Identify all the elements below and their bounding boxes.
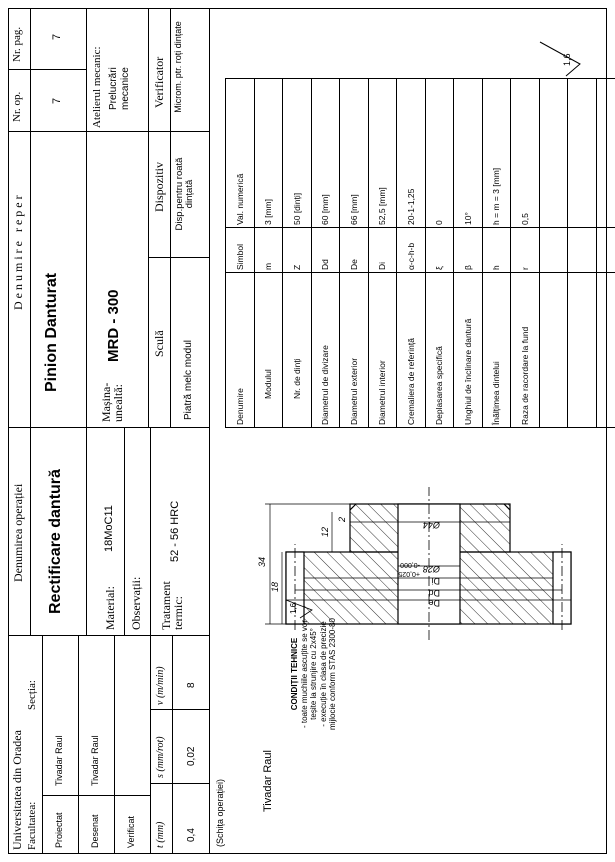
col-v: v (m/min) xyxy=(155,666,166,705)
dim-length: 34 xyxy=(257,556,267,567)
university: Universitatea din Oradea xyxy=(10,730,24,850)
val-v: 8 xyxy=(186,682,197,688)
cell-value: 20-1-1,25 xyxy=(397,79,426,228)
table-row xyxy=(568,79,597,428)
table-row xyxy=(425,79,454,428)
dim-bore: Ø28 xyxy=(422,564,440,574)
cell-name: Diametrul exterior xyxy=(340,273,369,428)
cell-symbol: h xyxy=(482,228,511,273)
cell-name: Cremaliera de referință xyxy=(397,273,426,428)
table-header-row xyxy=(226,79,255,428)
sketch-author: Tivadar Raul xyxy=(262,750,274,812)
part-name-label: D e n u m i r e r e p e r xyxy=(11,195,25,310)
cell-value: 0 xyxy=(425,79,454,228)
table-row xyxy=(596,79,615,428)
cell-value: h = m = 3 [mm] xyxy=(482,79,511,228)
cell-name: Deplasarea specifică xyxy=(425,273,454,428)
cell-value: 0,5 xyxy=(511,79,540,228)
condition-line: teșite la strunjire cu 2x45° xyxy=(309,628,319,720)
cell-name xyxy=(596,273,615,428)
sketch-roughness: 1,6 xyxy=(289,602,298,614)
cell-symbol: α-c-h-b xyxy=(397,228,426,273)
table-row xyxy=(254,79,283,428)
cell-name: Unghiul de înclinare dantură xyxy=(454,273,483,428)
cell-value xyxy=(539,79,568,228)
cell-symbol: ξ xyxy=(425,228,454,273)
cell-symbol: Z xyxy=(283,228,312,273)
dim-bore-tol-upper: +0,025 xyxy=(398,570,420,577)
cell-value xyxy=(568,79,597,228)
col-t: t (mm) xyxy=(155,821,166,848)
operation-name: Rectificare dantură xyxy=(47,469,64,614)
role-designed: Proiectat xyxy=(54,812,64,848)
device-value: Disp.pentru roată dințată xyxy=(174,157,196,231)
op-no-label: Nr. op. xyxy=(11,91,23,122)
observations-label: Observații: xyxy=(129,576,143,630)
workshop-value: Prelucrări mecanice xyxy=(108,67,131,110)
table-row xyxy=(511,79,540,428)
cell-symbol: De xyxy=(340,228,369,273)
cell-name: Modulul xyxy=(254,273,283,428)
material-value: 18MoC11 xyxy=(103,505,115,552)
conditions-title: CONDIȚII TEHNICE xyxy=(290,637,299,711)
cell-value: 52,5 [mm] xyxy=(368,79,397,228)
check-label: Verificator xyxy=(152,56,166,108)
general-roughness-value: 1,6 xyxy=(562,53,572,66)
cell-value: 10° xyxy=(454,79,483,228)
page-no-label: Nr. pag. xyxy=(11,26,23,62)
name-designed: Tivadar Raul xyxy=(54,735,64,786)
dim-hub-dia: Ø44 xyxy=(422,520,440,530)
cell-value xyxy=(596,79,615,228)
table-header: Denumire xyxy=(226,273,255,428)
name-drawn: Tivadar Raul xyxy=(90,735,100,786)
treatment-label: Tratament termic: xyxy=(159,581,185,630)
cell-symbol xyxy=(568,228,597,273)
table-row xyxy=(482,79,511,428)
cell-symbol xyxy=(539,228,568,273)
cell-name: Înălțimea dintelui xyxy=(482,273,511,428)
cell-symbol xyxy=(596,228,615,273)
table-row xyxy=(454,79,483,428)
tool-value: Piatră melc modul xyxy=(183,339,194,420)
dim-hub: 18 xyxy=(270,581,280,592)
condition-line: - execuție în clasa de precizie xyxy=(318,621,328,727)
table-row xyxy=(311,79,340,428)
role-drawn: Desenat xyxy=(90,814,100,848)
cell-name: Nr. de dinți xyxy=(283,273,312,428)
val-s: 0,02 xyxy=(186,746,197,766)
section-label: Secția: xyxy=(26,680,38,710)
table-row xyxy=(539,79,568,428)
machine-value: MRD - 300 xyxy=(105,289,122,362)
val-t: 0,4 xyxy=(186,828,197,842)
dim-di: Di xyxy=(431,576,440,586)
dim-chamfer: 2 xyxy=(337,516,347,522)
table-row xyxy=(340,79,369,428)
tool-label: Sculă xyxy=(152,330,166,357)
gear-parameter-table xyxy=(225,78,615,428)
cell-name xyxy=(568,273,597,428)
cell-symbol: β xyxy=(454,228,483,273)
op-no: 7 xyxy=(51,97,63,104)
cell-symbol: m xyxy=(254,228,283,273)
table-header: Simbol xyxy=(226,228,255,273)
table-header: Val. numerică xyxy=(226,79,255,228)
cell-value: 60 [mm] xyxy=(311,79,340,228)
faculty-label: Facultatea: xyxy=(26,801,38,850)
cell-value: 66 [mm] xyxy=(340,79,369,228)
cell-name xyxy=(539,273,568,428)
condition-line: - toate muchiile ascuțite se vor xyxy=(299,619,309,729)
machine-label: Mașina-unealtă: xyxy=(99,382,125,422)
cell-symbol: Dd xyxy=(311,228,340,273)
operation-label: Denumirea operației xyxy=(11,483,25,582)
workshop-label: Atelierul mecanic: xyxy=(91,46,103,128)
cell-name: Raza de racordare la fund xyxy=(511,273,540,428)
cell-value: 50 [dinți] xyxy=(283,79,312,228)
table-row xyxy=(397,79,426,428)
sketch-label: (Schița operației) xyxy=(215,778,225,847)
cell-value: 3 [mm] xyxy=(254,79,283,228)
table-row xyxy=(283,79,312,428)
material-label: Material: xyxy=(103,586,117,630)
technical-conditions xyxy=(290,574,338,774)
part-name: Pinion Danturat xyxy=(43,272,60,392)
dim-bore-tol-lower: -0,000 xyxy=(400,561,420,568)
dim-de: De xyxy=(428,598,440,608)
table-row xyxy=(368,79,397,428)
col-s: s (mm/rot) xyxy=(155,736,166,778)
dim-step: 12 xyxy=(320,526,330,537)
device-label: Dispozitiv xyxy=(152,162,166,212)
cell-symbol: r xyxy=(511,228,540,273)
role-checked: Verificat xyxy=(126,815,136,848)
cell-symbol: Di xyxy=(368,228,397,273)
condition-line: mijlocie conform STAS 2300-80 xyxy=(328,618,338,730)
general-roughness-symbol xyxy=(530,22,590,82)
treatment-value: 52 - 56 HRC xyxy=(169,500,181,562)
dim-dd: Dd xyxy=(428,588,440,598)
cell-name: Diametrul de divizare xyxy=(311,273,340,428)
page-no: 7 xyxy=(51,33,63,40)
check-value: Microm. ptr. roți dințate xyxy=(173,21,183,113)
cell-name: Diametrul interior xyxy=(368,273,397,428)
